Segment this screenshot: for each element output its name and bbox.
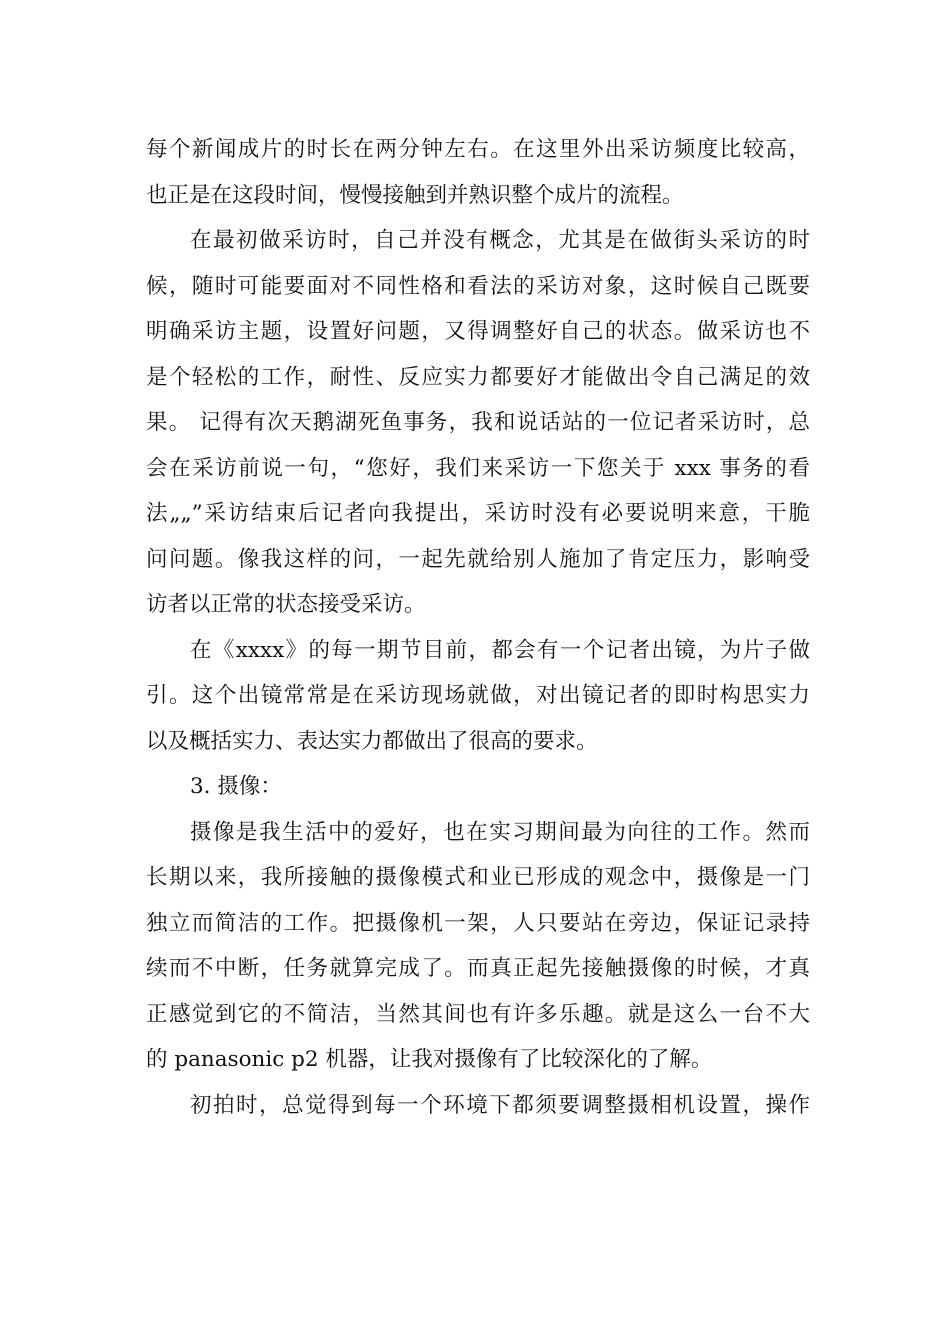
text-line: 在最初做采访时，自己并没有概念，尤其是在做街头采访的时 xyxy=(190,228,810,253)
text-line: 独立而简洁的工作。把摄像机一架，人只要站在旁边，保证记录持 xyxy=(146,910,810,936)
text-line: 法„„”采访结束后记者向我提出，采访时没有必要说明来意，干脆 xyxy=(146,501,810,526)
body-text xyxy=(146,127,810,1128)
text-line: 长期以来，我所接触的摄像模式和业已形成的观念中，摄像是一门 xyxy=(146,865,810,890)
text-line: 初拍时，总觉得到每一个环境下都须要调整摄相机设置，操作 xyxy=(190,1092,810,1118)
text-line: 果。 记得有次天鹅湖死鱼事务，我和说话站的一位记者采访时，总 xyxy=(146,410,810,435)
text-line: 以及概括实力、表达实力都做出了很高的要求。 xyxy=(146,728,598,754)
text-line: 续而不中断，任务就算完成了。而真正起先接触摄像的时候，才真 xyxy=(146,956,810,981)
text-line: 正感觉到它的不简洁，当然其间也有许多乐趣。就是这么一台不大 xyxy=(146,1001,810,1027)
text-line: 明确采访主题，设置好问题，又得调整好自己的状态。做采访也不 xyxy=(146,319,810,344)
text-line: 也正是在这段时间，慢慢接触到并熟识整个成片的流程。 xyxy=(146,182,684,208)
text-line: 在《xxxx》的每一期节目前，都会有一个记者出镜，为片子做 xyxy=(190,637,810,663)
text-line: 候，随时可能要面对不同性格和看法的采访对象，这时候自己既要 xyxy=(146,273,810,299)
text-line: 每个新闻成片的时长在两分钟左右。在这里外出采访频度比较高， xyxy=(146,137,810,162)
text-line: 摄像是我生活中的爱好，也在实习期间最为向往的工作。然而 xyxy=(190,819,810,845)
text-line: 的 panasonic p2 机器，让我对摄像有了比较深化的了解。 xyxy=(146,1047,713,1072)
text-line: 是个轻松的工作，耐性、反应实力都要好才能做出令自己满足的效 xyxy=(146,364,810,390)
text-line: 问问题。像我这样的问，一起先就给别人施加了肯定压力，影响受 xyxy=(146,546,810,572)
text-line: 访者以正常的状态接受采访。 xyxy=(146,592,426,617)
text-line: 引。这个出镜常常是在采访现场就做，对出镜记者的即时构思实力 xyxy=(146,683,810,708)
text-line: 会在采访前说一句，“您好，我们来采访一下您关于 xxx 事务的看 xyxy=(146,455,810,481)
section-heading: 3. 摄像： xyxy=(190,774,282,799)
